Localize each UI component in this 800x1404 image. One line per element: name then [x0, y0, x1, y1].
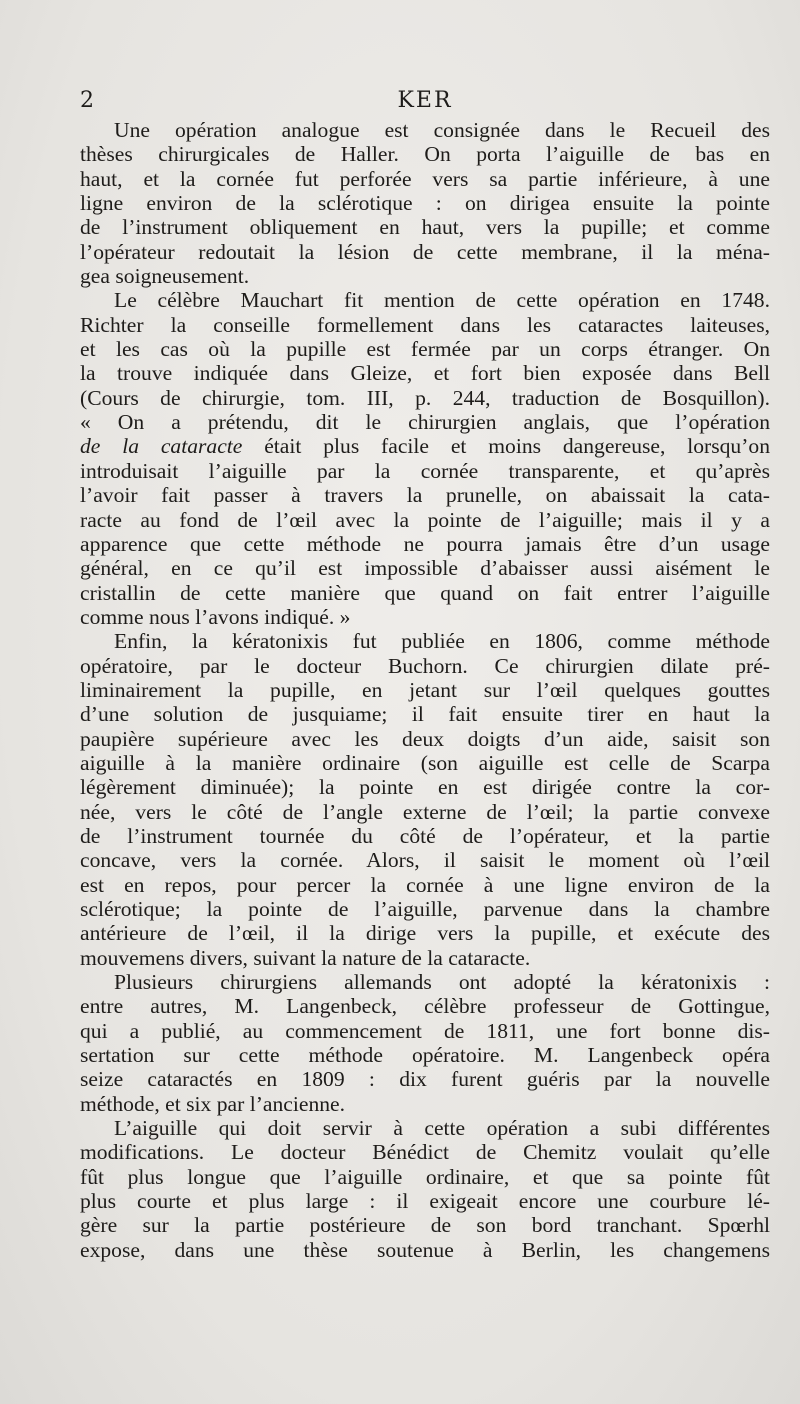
text-line: gea soigneusement.: [80, 264, 250, 289]
text-line: l’opérateur redoutait la lésion de cette membrane, il la ména-: [80, 239, 770, 264]
text-line: Plusieurs chirurgiens allemands ont adopté la kératonixis :: [114, 970, 770, 995]
text-line: racte au fond de l’œil avec la pointe de l’aiguille; mais il y a: [80, 507, 770, 532]
paragraph: [80, 970, 770, 1116]
body-text: [80, 118, 770, 1262]
text-line: antérieure de l’œil, il la dirige vers la pupille, et exécute des: [80, 921, 770, 946]
text-line: thèses chirurgicales de Haller. On porta l’aiguille de bas en: [80, 142, 770, 167]
text-line: expose, dans une thèse soutenue à Berlin, les changemens: [80, 1237, 770, 1262]
paragraph: [80, 118, 770, 288]
text-line: comme nous l’avons indiqué. »: [80, 604, 351, 629]
text-line: seize cataractés en 1809 : dix furent guéris par la nouvelle: [80, 1067, 770, 1092]
text-line: cristallin de cette manière que quand on fait entrer l’aiguille: [80, 580, 770, 605]
text-line: concave, vers la cornée. Alors, il saisit le moment où l’œil: [80, 848, 770, 873]
text-line: ligne environ de la sclérotique : on dirigea ensuite la pointe: [80, 191, 770, 216]
paragraph: [80, 288, 770, 629]
text-line: mouvemens divers, suivant la nature de la cataracte.: [80, 945, 531, 970]
text-line: opératoire, par le docteur Buchorn. Ce chirurgien dilate pré-: [80, 653, 770, 678]
text-line: d’une solution de jusquiame; il fait ensuite tirer en haut la: [80, 702, 770, 727]
running-head: KER: [397, 88, 453, 113]
text-line: liminairement la pupille, en jetant sur l’œil quelques gouttes: [80, 677, 770, 702]
text-line: « On a prétendu, dit le chirurgien anglais, que l’opération: [80, 410, 770, 435]
text-line: et les cas où la pupille est fermée par un corps étranger. On: [80, 337, 770, 362]
text-line: Le célèbre Mauchart fit mention de cette opération en 1748.: [114, 288, 770, 313]
text-line: L’aiguille qui doit servir à cette opération a subi différentes: [114, 1116, 770, 1141]
text-line: apparence que cette méthode ne pourra jamais être d’un usage: [80, 531, 770, 556]
text-line: qui a publié, au commencement de 1811, une fort bonne dis-: [80, 1018, 770, 1043]
text-line: entre autres, M. Langenbeck, célèbre professeur de Gottingue,: [80, 994, 770, 1019]
text-line: la trouve indiquée dans Gleize, et fort bien exposée dans Bell: [80, 361, 770, 386]
paragraph: [80, 629, 770, 970]
text-line: gère sur la partie postérieure de son bord tranchant. Spœrhl: [80, 1213, 770, 1238]
text-line: haut, et la cornée fut perforée vers sa partie inférieure, à une: [80, 166, 770, 191]
text-line: de l’instrument obliquement en haut, vers la pupille; et comme: [80, 215, 770, 240]
text-line: introduisait l’aiguille par la cornée transparente, et qu’après: [80, 458, 770, 483]
text-line: née, vers le côté de l’angle externe de l’œil; la partie convexe: [80, 799, 770, 824]
page-header: [80, 88, 770, 118]
text-line: général, en ce qu’il est impossible d’abaisser aussi aisément le: [80, 556, 770, 581]
text-line: (Cours de chirurgie, tom. III, p. 244, traduction de Bosquillon).: [80, 385, 770, 410]
text-line: de l’instrument tournée du côté de l’opérateur, et la partie: [80, 823, 770, 848]
text-line: sclérotique; la pointe de l’aiguille, parvenue dans la chambre: [80, 897, 770, 921]
text-line: Enfin, la kératonixis fut publiée en 1806, comme méthode: [114, 629, 770, 654]
paragraph: [80, 1116, 770, 1262]
page-number: 2: [80, 88, 94, 113]
text-line: méthode, et six par l’ancienne.: [80, 1091, 346, 1116]
text-line: modifications. Le docteur Bénédict de Chemitz voulait qu’elle: [80, 1140, 770, 1165]
text-line: plus courte et plus large : il exigeait encore une courbure lé-: [80, 1189, 770, 1214]
text-line: est en repos, pour percer la cornée à une ligne environ de la: [80, 872, 770, 897]
italic-phrase: de la cataracte: [80, 434, 243, 459]
text-line: fût plus longue que l’aiguille ordinaire, et que sa pointe fût: [80, 1164, 770, 1189]
text-line: aiguille à la manière ordinaire (son aiguille est celle de Scarpa: [80, 750, 770, 775]
text-line: légèrement diminuée); la pointe en est dirigée contre la cor-: [80, 775, 770, 800]
text-line: Richter la conseille formellement dans les cataractes laiteuses,: [80, 312, 770, 337]
text-line: sertation sur cette méthode opératoire. M. Langenbeck opéra: [80, 1043, 770, 1068]
text-line: l’avoir fait passer à travers la prunelle, on abaissait la cata-: [80, 483, 770, 508]
text-line: paupière supérieure avec les deux doigts d’un aide, saisit son: [80, 726, 770, 751]
text-line: de la cataracte était plus facile et moins dangereuse, lorsqu’on: [80, 434, 770, 459]
text-line: Une opération analogue est consignée dans le Recueil des: [114, 118, 770, 142]
